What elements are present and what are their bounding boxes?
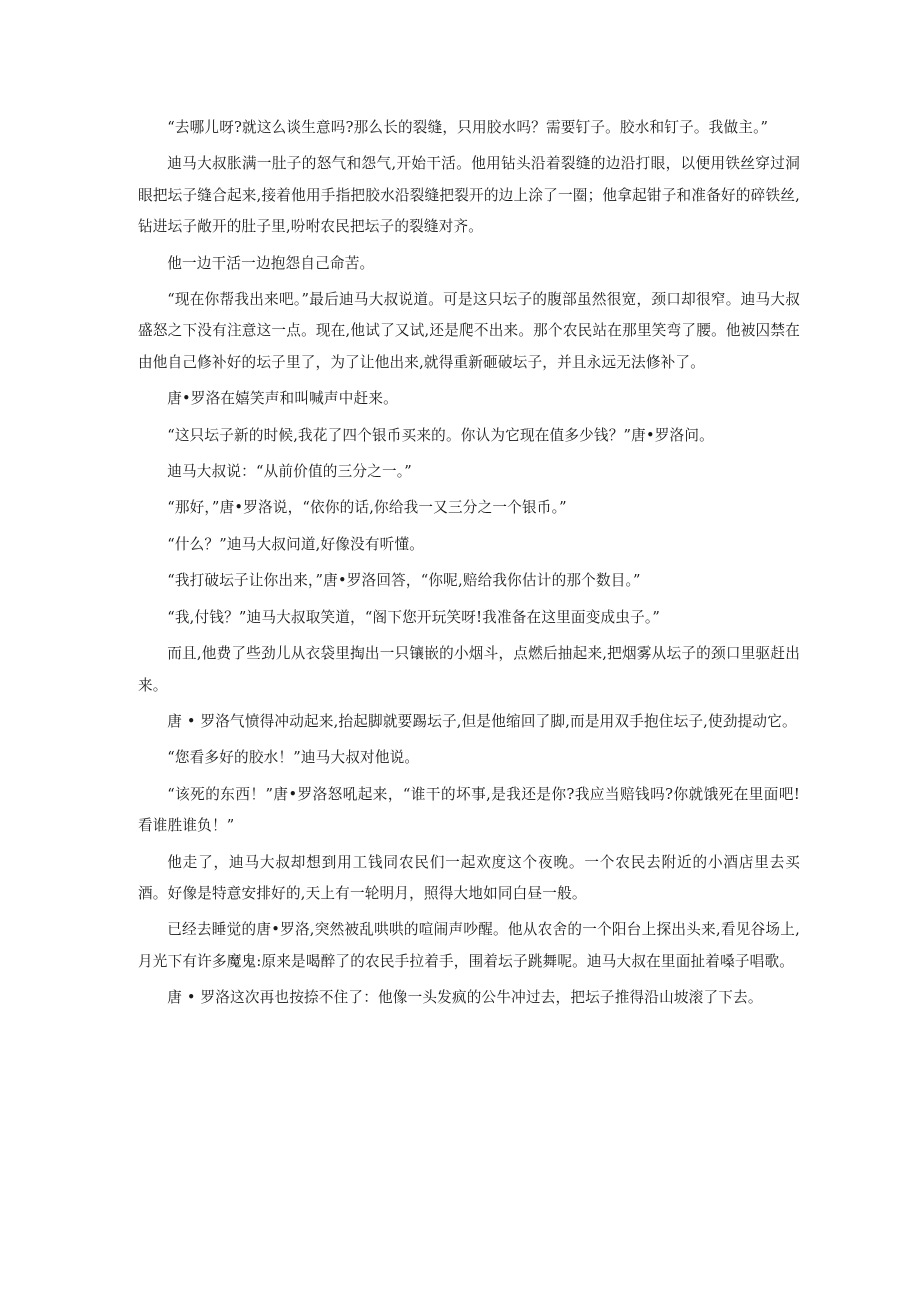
paragraph-6: “这只坛子新的时候,我花了四个银币买来的。你认为它现在值多少钱？”唐•罗洛问。 [167, 426, 714, 444]
paragraph-11: “我,付钱？”迪马大叔取笑道，“阁下您开玩笑呀!我准备在这里面变成虫子。” [167, 608, 661, 626]
paragraph-10: “我打破坛子让你出来，”唐•罗洛回答，“你呢,赔给我你估计的那个数目。” [167, 572, 641, 590]
paragraph-15: “该死的东西！”唐•罗洛怒吼起来，“谁干的坏事,是我还是你?我应当赔钱吗?你就饿死在里面吧!看谁胜谁负！” [138, 785, 800, 835]
paragraph-13: 唐 • 罗洛气愤得冲动起来,抬起脚就要踢坛子,但是他缩回了脚,而是用双手抱住坛子,使劲提动它。 [167, 712, 797, 730]
paragraph-4: “现在你帮我出来吧。”最后迪马大叔说道。可是这只坛子的腹部虽然很宽，颈口却很窄。迪马大叔盛怒之下没有注意这一点。现在,他试了又试,还是爬不出来。那个农民站在那里笑弯了腰。他被囚禁在由他自己修补好的坛子里了，为了让他出来,就得重新砸破坛子，并且永远无法修补了。 [138, 291, 800, 371]
paragraph-16: 他走了，迪马大叔却想到用工钱同农民们一起欢度这个夜晚。一个农民去附近的小酒店里去买酒。好像是特意安排好的,天上有一轮明月，照得大地如同白昼一般。 [138, 853, 800, 902]
paragraph-1: “去哪儿呀?就这么谈生意吗?那么长的裂缝，只用胶水吗？需要钉子。胶水和钉子。我做主。” [167, 119, 769, 136]
document-page [138, 112, 800, 1019]
paragraph-2: 迪马大叔胀满一肚子的怒气和怨气,开始干活。他用钻头沿着裂缝的边沿打眼，以便用铁丝穿过洞眼把坛子缝合起来,接着他用手指把胶水沿裂缝把裂开的边上涂了一圈；他拿起钳子和准备好的碎铁丝,钻进坛子敞开的肚子里,吩咐农民把坛子的裂缝对齐。 [138, 155, 800, 236]
paragraph-9: “什么？”迪马大叔问道,好像没有听懂。 [167, 535, 425, 553]
paragraph-3: 他一边干活一边抱怨自己命苦。 [167, 254, 375, 272]
paragraph-5: 唐•罗洛在嬉笑声和叫喊声中赶来。 [167, 390, 398, 408]
paragraph-14: “您看多好的胶水！”迪马大叔对他说。 [167, 749, 420, 767]
paragraph-17: 已经去睡觉的唐•罗洛,突然被乱哄哄的喧闹声吵醒。他从农舍的一个阳台上探出头来,看见谷场上,月光下有许多魔鬼:原来是喝醉了的农民手拉着手，围着坛子跳舞呢。迪马大叔在里面扯着嗓子唱歌。 [138, 921, 800, 970]
paragraph-7: 迪马大叔说：“从前价值的三分之一。” [167, 463, 412, 481]
paragraph-8: “那好，”唐•罗洛说，“依你的话,你给我一又三分之一个银币。” [167, 499, 567, 517]
paragraph-12: 而且,他费了些劲儿从衣袋里掏出一只镶嵌的小烟斗，点燃后抽起来,把烟雾从坛子的颈口里驱赶出来。 [138, 645, 800, 694]
paragraph-18: 唐 • 罗洛这次再也按捺不住了：他像一头发疯的公牛冲过去，把坛子推得沿山坡滚了下去。 [167, 989, 763, 1007]
